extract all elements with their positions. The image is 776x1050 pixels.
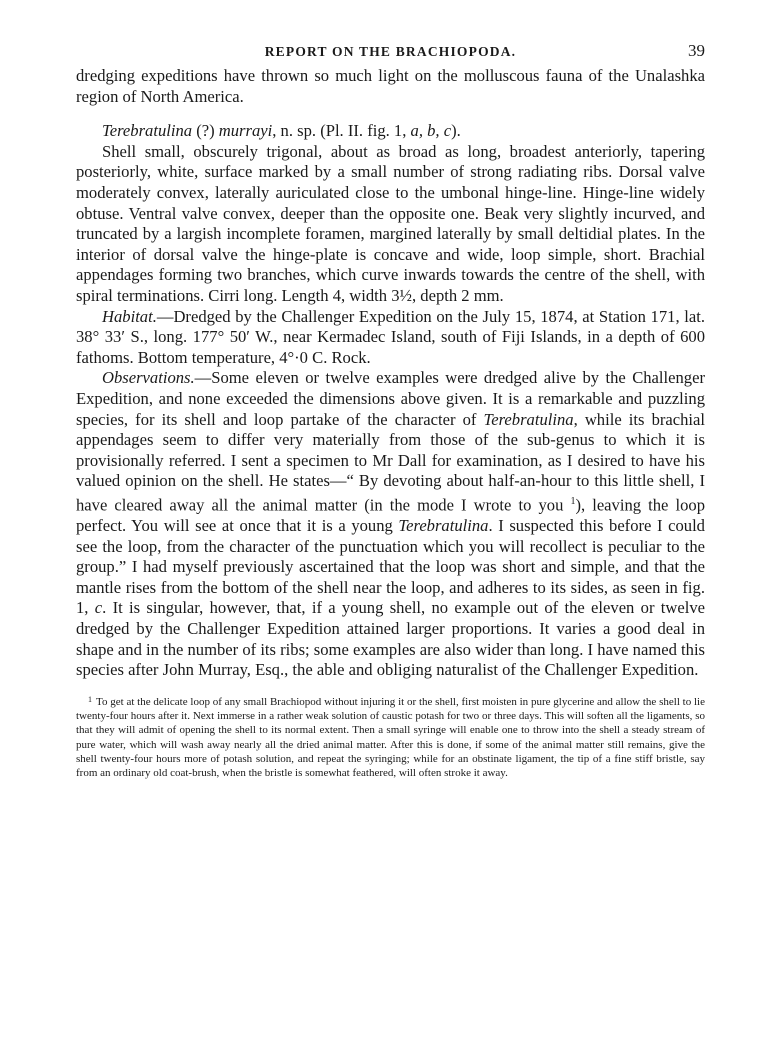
habitat-paragraph <box>76 307 705 369</box>
footnote-mark: 1 <box>88 694 92 704</box>
observations-genus-1: Terebratulina <box>483 409 574 429</box>
species-query: (?) <box>192 121 219 141</box>
habitat-text: —Dredged by the Challenger Expedition on the July 15, 1874, at Station 171, lat. 38° 33′ S., long. 177° 50′ W., near Kermadec Island, south of Fiji Islands, in a depth of 600 fathoms. Bottom temperature, 4°·0 C. Rock. <box>76 306 705 367</box>
species-heading <box>76 121 705 142</box>
footnote <box>76 693 705 781</box>
page <box>76 36 705 781</box>
species-genus: Terebratulina <box>102 121 193 141</box>
intro-paragraph: dredging expeditions have thrown so much light on the molluscous fauna of the Unalashka region of North America. <box>76 66 705 106</box>
observations-text-4: . I suspected this before I could see the loop, from the character of the punctuation which you will recollect is peculiar to the group.” I had myself previously ascertained that the loop was short and simple, and that the mantle rises from the bottom of the shell near the loop, and adheres to its sides, as seen in fig. 1, <box>76 516 705 618</box>
footnote-reference: 1 <box>570 495 576 507</box>
habitat-label: Habitat. <box>102 306 157 326</box>
species-fig-letters: a, b, c <box>410 121 452 141</box>
observations-paragraph <box>76 368 705 680</box>
species-epithet: murrayi <box>218 121 273 141</box>
observations-text-2: , while its brachial appendages seem to differ very materially from those of the sub-genus to which it is provisionally referred. I sent a specimen to Mr Dall for examination, as I desired to have his valued opinion on the shell. He states—“ By devoting about half-an-hour to this little shell, I have cleared away all the animal matter (in the mode I wrote to you <box>76 409 706 515</box>
observations-genus-2: Terebratulina <box>398 516 489 535</box>
description-paragraph: Shell small, obscurely trigonal, about as broad as long, broadest anteriorly, tapering posteriorly, white, surface marked by a small number of strong radiating ribs. Dorsal valve moderately convex, laterally auriculated close to the umbonal hinge-line. Hinge-line widely obtuse. Ventral valve convex, deeper than the opposite one. Beak very slightly incurved, and truncated by a largish incomplete foramen, margined laterally by small deltidial plates. In the interior of dorsal valve the hinge-plate is concave and wide, loop simple, short. Brachial appendages forming two branches, which curve inwards towards the centre of the shell, with spiral terminations. Cirri long. Length 4, width 3½, depth 2 mm. <box>76 141 705 305</box>
observations-text-3: ), leaving the loop perfect. You will see at once that it is a young <box>76 495 705 535</box>
running-head: REPORT ON THE BRACHIOPODA. <box>264 44 517 59</box>
observations-label: Observations. <box>102 368 195 388</box>
observations-text-1: —Some eleven or twelve examples were dredged alive by the Challenger Expedition, and none exceeded the dimensions above given. It is a remarkable and puzzling species, for its shell and loop partake of the character of <box>76 368 705 429</box>
observations-text-5: . It is singular, however, that, if a young shell, no example out of the eleven or twelve dredged by the Challenger Expedition attained larger proportions. It varies a good deal in shape and in the number of its ribs; some examples are also wider than long. I have named this species after John Murray, Esq., the able and obliging naturalist of the Challenger Expedition. <box>76 598 706 680</box>
body-text <box>76 66 705 681</box>
observations-fig-letter: c <box>94 598 103 618</box>
page-header <box>76 36 705 66</box>
page-number: 39 <box>688 41 705 60</box>
footnote-text: To get at the delicate loop of any small Brachiopod without injuring it or the shell, first moisten in pure glycerine and allow the shell to lie twenty-four hours after it. Next immerse in a rather weak solution of caustic potash for two or three days. This will soften all the ligaments, so that they will admit of opening the shell to its normal extent. Then a small syringe will enable one to throw into the shell a steady stream of pure water, which will wash away nearly all the dried animal matter. After this is done, if some of the animal matter still remains, give the shell twenty-four hours more of potash solution, and repeat the syringing; while for an obstinate ligament, the tip of a fine stiff bristle, say from an ordinary old coat-brush, when the bristle is somewhat feathered, will often stroke it away. <box>76 695 705 780</box>
species-close: ). <box>451 121 461 141</box>
species-authority: , n. sp. (Pl. II. fig. 1, <box>272 121 411 141</box>
